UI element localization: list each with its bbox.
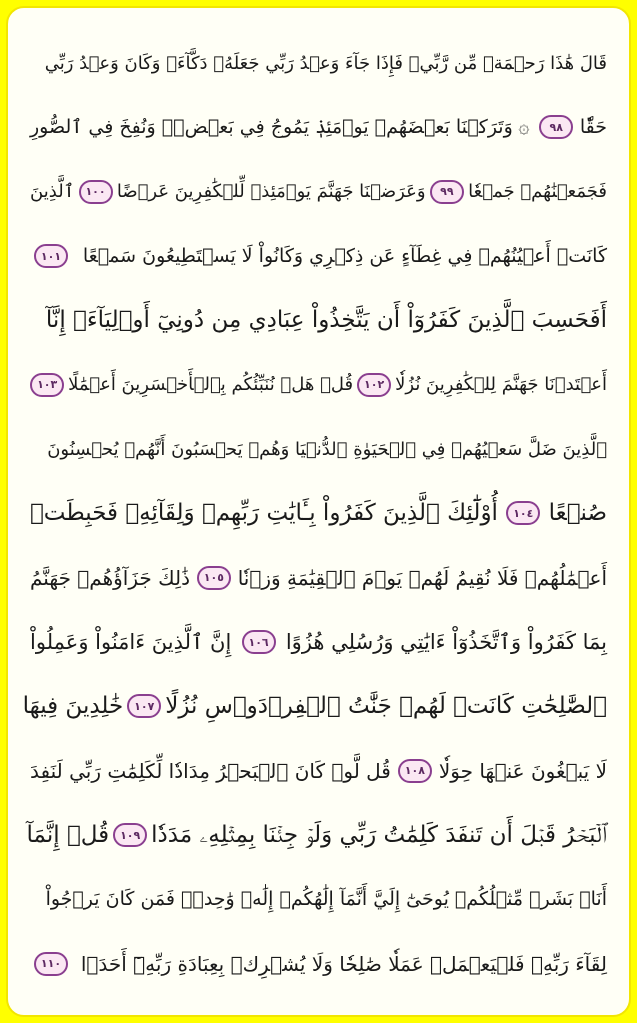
verse-text: لِقَآءَ رَبِّهِۦ فَلۡيَعۡمَلۡ عَمَلٗا صَٰلِحٗا وَلَا يُشۡرِكۡ بِعِبَادَةِ رَبِّهِۦٓ أَحَدَۢا [80, 951, 607, 976]
verse-text: أُوْلَٰٓئِكَ ٱلَّذِينَ كَفَرُواْ بِـَٔايَٰتِ رَبِّهِمۡ وَلِقَآئِهِۦ فَحَبِطَتۡ [30, 500, 498, 527]
ayah-number-marker: ٩٨ [539, 115, 573, 139]
text-line [30, 163, 607, 221]
ayah-number-marker: ١٠٢ [357, 373, 391, 397]
verse-text: ٱلۡبَحۡرُ قَبۡلَ أَن تَنفَدَ كَلِمَٰتُ رَبِّي وَلَوۡ جِئۡنَا بِمِثۡلِهِۦ مَدَدٗا [151, 822, 607, 849]
page-frame [6, 6, 631, 1017]
verse-text: أَعۡتَدۡنَا جَهَنَّمَ لِلۡكَٰفِرِينَ نُزُلٗا [395, 374, 607, 396]
verse-text: ٱلَّذِينَ ضَلَّ سَعۡيُهُمۡ فِي ٱلۡحَيَوٰةِ ٱلدُّنۡيَا وَهُمۡ يَحۡسَبُونَ أَنَّهُمۡ يُحۡسِنُونَ [47, 438, 607, 460]
text-line [30, 549, 607, 607]
text-line [30, 484, 607, 542]
verse-text: حَقّٗا [579, 116, 607, 139]
text-line [30, 227, 607, 285]
text-line [22, 677, 607, 735]
text-line [30, 291, 607, 349]
verse-text: وَعَرَضۡنَا جَهَنَّمَ يَوۡمَئِذٖ لِّلۡكَٰفِرِينَ عَرۡضًا [116, 181, 426, 203]
verse-text: إِنَّ ٱلَّذِينَ ءَامَنُواْ وَعَمِلُواْ [30, 630, 232, 655]
text-line [30, 870, 607, 928]
verse-text: بِمَا كَفَرُواْ وَٱتَّخَذُوٓاْ ءَايَٰتِي وَرُسُلِي هُزُوًا [285, 630, 607, 655]
verse-text: كَانَتۡ أَعۡيُنُهُمۡ فِي غِطَآءٍ عَن ذِكۡرِي وَكَانُواْ لَا يَسۡتَطِيعُونَ سَمۡعًا [82, 245, 607, 268]
verse-text: أَعۡمَٰلُهُمۡ فَلَا نُقِيمُ لَهُمۡ يَوۡمَ ٱلۡقِيَٰمَةِ وَزۡنٗا [237, 565, 607, 590]
ayah-number-marker: ١٠١ [34, 244, 68, 268]
verse-text: لَا يَبۡغُونَ عَنۡهَا حِوَلٗا [438, 758, 607, 783]
verse-text: قُلۡ هَلۡ نُنَبِّئُكُم بِٱلۡأَخۡسَرِينَ أَعۡمَٰلًا [68, 374, 354, 396]
ayah-number-marker: ١٠٥ [197, 566, 231, 590]
verse-text: وَتَرَكۡنَا بَعۡضَهُمۡ يَوۡمَئِذٖ يَمُوجُ فِي بَعۡضٖۖ وَنُفِخَ فِي ٱلصُّورِ [30, 116, 513, 139]
verse-text: قُلۡ إِنَّمَآ [26, 822, 110, 849]
ayah-number-marker: ١٠٦ [242, 630, 276, 654]
ayah-number-marker: ٩٩ [430, 180, 464, 204]
verse-text: صُنۡعًا [548, 500, 607, 527]
ayah-number-marker: ١٠٨ [398, 759, 432, 783]
hizb-marker-icon: ۞ [518, 116, 530, 139]
text-line [30, 935, 607, 993]
verse-text: قُل لَّوۡ كَانَ ٱلۡبَحۡرُ مِدَادٗا لِّكَلِمَٰتِ رَبِّي لَنَفِدَ [30, 758, 391, 783]
text-line [30, 742, 607, 800]
quran-text-block [22, 34, 607, 993]
ayah-number-marker: ١٠٧ [127, 694, 161, 718]
verse-text: فَجَمَعۡنَٰهُمۡ جَمۡعٗا [468, 181, 607, 203]
verse-text: أَفَحَسِبَ ٱلَّذِينَ كَفَرُوٓاْ أَن يَتَّخِذُواْ عِبَادِي مِن دُونِيٓ أَوۡلِيَآءَۚ إِنَّآ [45, 307, 607, 334]
text-line [30, 420, 607, 478]
ayah-number-marker: ١٠٤ [506, 501, 540, 525]
verse-text: ذَٰلِكَ جَزَآؤُهُمۡ جَهَنَّمُ [30, 565, 190, 590]
text-line [26, 806, 607, 864]
text-line [30, 98, 607, 156]
ayah-number-marker: ١٠٠ [79, 180, 113, 204]
text-line [30, 613, 607, 671]
ayah-number-marker: ١٠٣ [30, 373, 64, 397]
ayah-number-marker: ١١٠ [34, 952, 68, 976]
ayah-number-marker: ١٠٩ [113, 823, 147, 847]
text-line [30, 34, 607, 92]
verse-text: ٱلصَّٰلِحَٰتِ كَانَتۡ لَهُمۡ جَنَّٰتُ ٱلۡفِرۡدَوۡسِ نُزُلًا [165, 693, 607, 720]
verse-text: ٱلَّذِينَ [30, 181, 75, 203]
verse-text: قَالَ هَٰذَا رَحۡمَةٞ مِّن رَّبِّيۖ فَإِذَا جَآءَ وَعۡدُ رَبِّي جَعَلَهُۥ دَكَّآءَۖ وَكَانَ وَعۡدُ رَبِّي [44, 52, 607, 74]
verse-text: خَٰلِدِينَ فِيهَا [22, 693, 124, 720]
text-line [30, 356, 607, 414]
verse-text: أَنَا۠ بَشَرٞ مِّثۡلُكُمۡ يُوحَىٰٓ إِلَيَّ أَنَّمَآ إِلَٰهُكُمۡ إِلَٰهٞ وَٰحِدٞۖ فَمَن كَانَ يَرۡجُواْ [45, 888, 607, 911]
